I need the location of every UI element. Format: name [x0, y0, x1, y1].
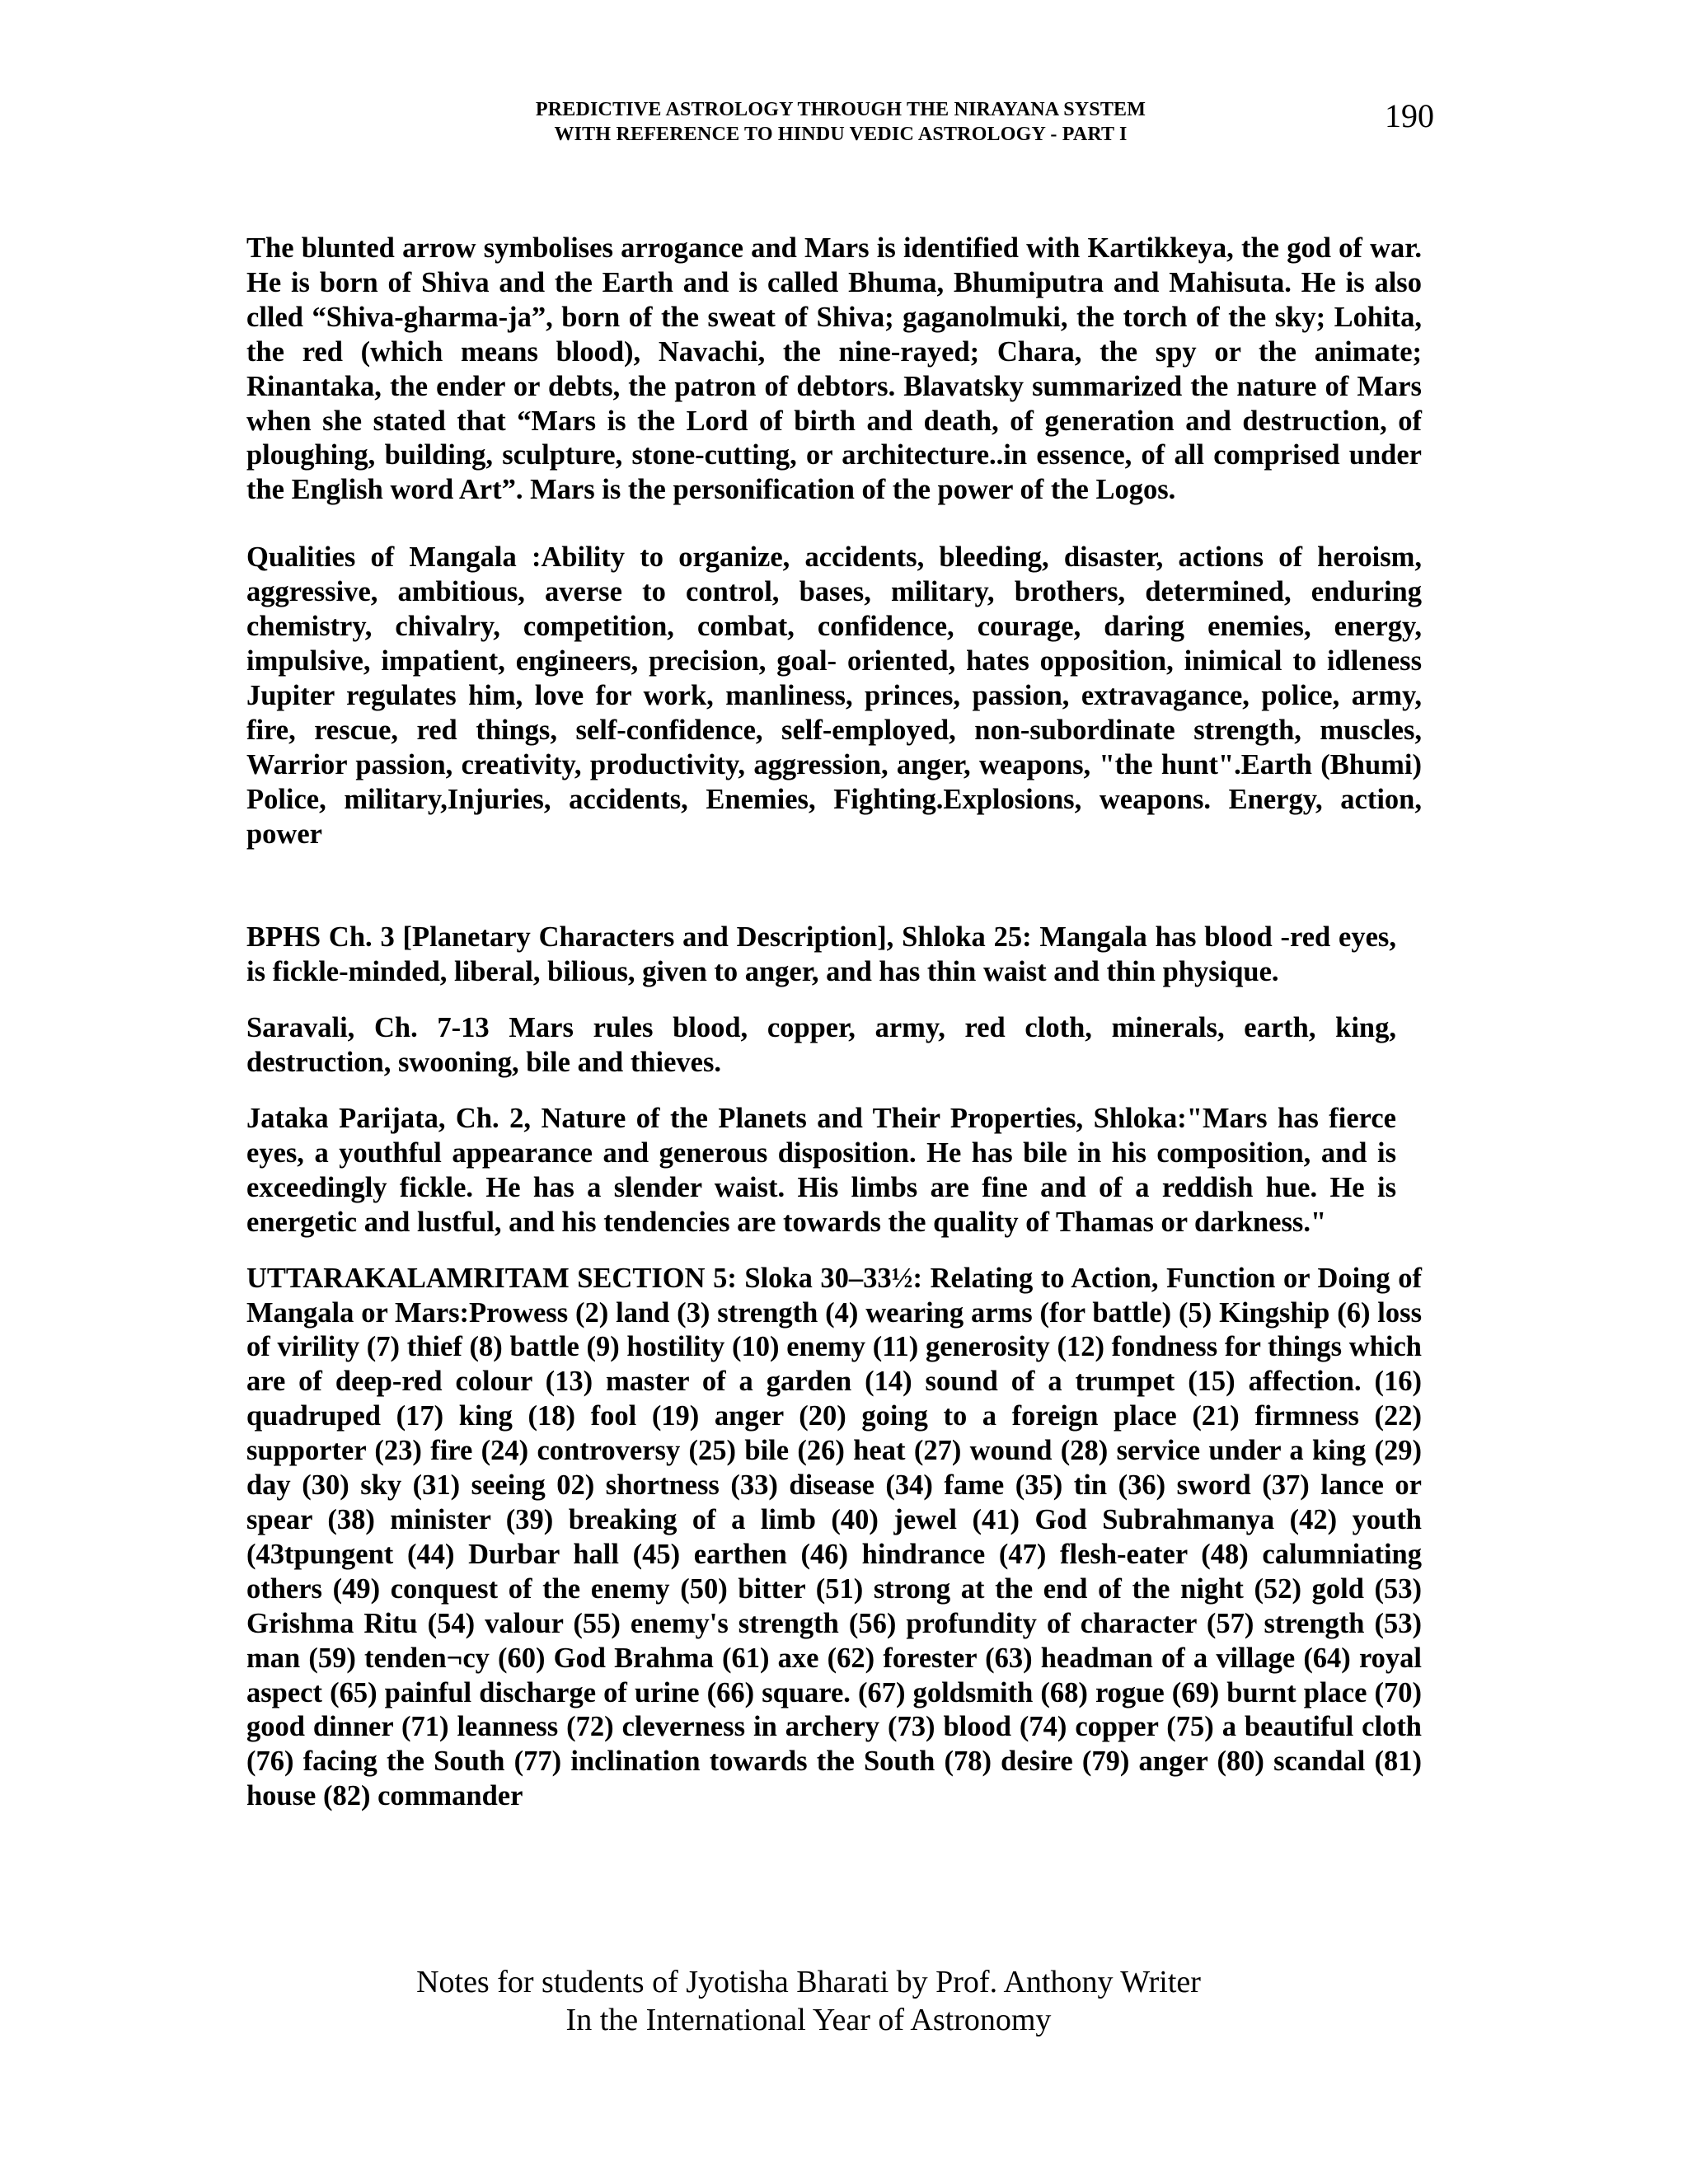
running-title	[470, 97, 1212, 147]
paragraph-qualities-of-mangala: Qualities of Mangala :Ability to organize, accidents, bleeding, disaster, actions of heroism, aggressive, ambitious, averse to control, bases, military, brothers, determined, enduring chemistry, chivalry, competition, combat, confidence, courage, daring enemies, energy, impulsive, impatient, engineers, precision, goal- oriented, hates opposition, inimical to idleness Jupiter regulates him, love for work, manliness, princes, passion, extravagance, police, army, fire, rescue, red things, self-confidence, self-employed, non-subordinate strength, muscles, Warrior passion, creativity, productivity, aggression, anger, weapons, "the hunt".Earth (Bhumi) Police, military,Injuries, accidents, Enemies, Fighting.Explosions, weapons. Energy, action, power	[246, 541, 1422, 850]
main-text	[246, 232, 1422, 1814]
paragraph-mars-mythology: The blunted arrow symbolises arrogance and Mars is identified with Kartikkeya, the god of war. He is born of Shiva and the Earth and is called Bhuma, Bhumiputra and Mahisuta. He is also clled “Shiva-gharma-ja”, born of the sweat of Shiva; gaganolmuki, the torch of the sky; Lohita, the red (which means blood), Navachi, the nine-rayed; Chara, the spy or the animate; Rinantaka, the ender or debts, the patron of debtors. Blavatsky summarized the nature of Mars when she stated that “Mars is the Lord of birth and death, of generation and destruction, of ploughing, building, sculpture, stone-cutting, or architecture..in essence, of all comprised under the English word Art”. Mars is the personification of the power of the Logos.	[246, 232, 1422, 506]
paragraph-saravali-quote: Saravali, Ch. 7-13 Mars rules blood, copper, army, red cloth, minerals, earth, king, destruction, swooning, bile and thieves.	[246, 1012, 1396, 1079]
paragraph-uttarakalamritam-list: UTTARAKALAMRITAM SECTION 5: Sloka 30–33½: Relating to Action, Function or Doing of Mangala or Mars:Prowess (2) land (3) strength (4) wearing arms (for battle) (5) Kingship (6) loss of virility (7) thief (8) battle (9) hostility (10) enemy (11) generosity (12) fondness for things which are of deep-red colour (13) master of a garden (14) sound of a trumpet (15) affection. (16) quadruped (17) king (18) fool (19) anger (20) going to a foreign place (21) firmness (22) supporter (23) fire (24) controversy (25) bile (26) heat (27) wound (28) service under a king (29) day (30) sky (31) seeing 02) shortness (33) disease (34) fame (35) tin (36) sword (37) lance or spear (38) minister (39) breaking of a limb (40) jewel (41) God Subrahmanya (42) youth (43tpungent (44) Durbar hall (45) earthen (46) hindrance (47) flesh-eater (48) calumniating others (49) conquest of the enemy (50) bitter (51) strong at the end of the night (52) gold (53) Grishma Ritu (54) valour (55) enemy's strength (56) profundity of character (57) strength (53) man (59) tenden¬cy (60) God Brahma (61) axe (62) forester (63) headman of a village (64) royal aspect (65) painful discharge of urine (66) square. (67) goldsmith (68) rogue (69) burnt place (70) good dinner (71) leanness (72) cleverness in archery (73) blood (74) copper (75) a beautiful cloth (76) facing the South (77) inclination towards the South (78) desire (79) anger (80) scandal (81) house (82) commander	[246, 1262, 1422, 1812]
paragraph-jataka-parijata-quote: Jataka Parijata, Ch. 2, Nature of the Planets and Their Properties, Shloka:"Mars has fierce eyes, a youthful appearance and generous disposition. He has bile in his composition, and is exceedingly fickle. He has a slender waist. His limbs are fine and of a reddish hue. He is energetic and lustful, and his tendencies are towards the quality of Thamas or darkness."	[246, 1103, 1396, 1238]
page-footer	[0, 1963, 1617, 2039]
running-title-line-2: WITH REFERENCE TO HINDU VEDIC ASTROLOGY - PART I	[554, 124, 1128, 145]
footer-line-2: In the International Year of Astronomy	[565, 2003, 1052, 2037]
page-number: 190	[1385, 97, 1434, 134]
paragraph-bphs-quote: BPHS Ch. 3 [Planetary Characters and Description], Shloka 25: Mangala has blood -red eyes, is fickle-minded, liberal, bilious, given to anger, and has thin waist and thin physique.	[246, 921, 1396, 988]
running-title-line-1: PREDICTIVE ASTROLOGY THROUGH THE NIRAYANA SYSTEM	[535, 99, 1146, 120]
footer-line-1: Notes for students of Jyotisha Bharati by Prof. Anthony Writer	[416, 1965, 1201, 1999]
page-header	[247, 97, 1434, 163]
